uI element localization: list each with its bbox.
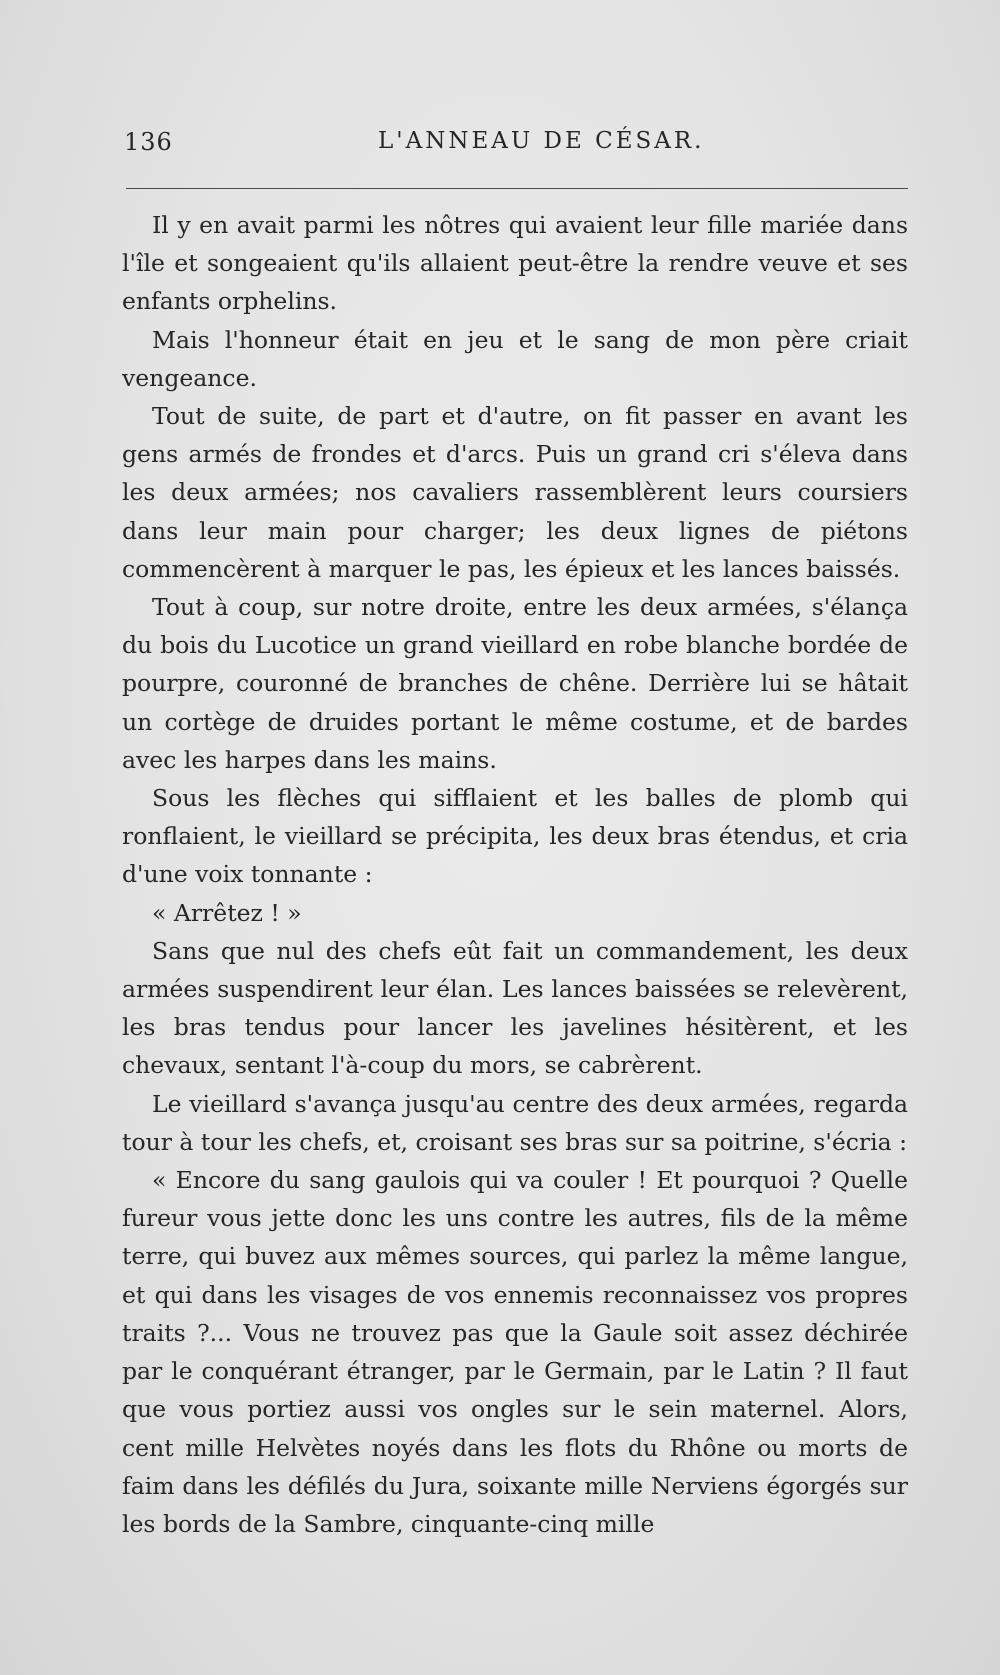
paragraph: « Encore du sang gaulois qui va couler ! Et pourquoi ? Quelle fureur vous jette donc les uns contre les autres, fils de la même terre, qui buvez aux mêmes sources, qui parlez la même langue, et qui dans les visages de vos ennemis reconnaissez vos propres traits ?... Vous ne trouvez pas que la Gaule soit assez déchirée par le conquérant étranger, par le Germain, par le Latin ? Il faut que vous portiez aussi vos ongles sur le sein maternel. Alors, cent mille Helvètes noyés dans les flots du Rhône ou morts de faim dans les défilés du Jura, soixante mille Nerviens égorgés sur les bords de la Sambre, cinquante-cinq mille — [122, 1166, 908, 1538]
paragraph: Tout de suite, de part et d'autre, on fit passer en avant les gens armés de frondes et d'arcs. Puis un grand cri s'éleva dans les deux armées; nos cavaliers rassemblèrent leurs coursiers dans leur main pour charger; les deux lignes de piétons commencèrent à marquer le pas, les épieux et les lances baissés. — [122, 402, 908, 583]
header-rule — [126, 188, 908, 189]
paragraph: « Arrêtez ! » — [152, 898, 302, 927]
paragraph: Sans que nul des chefs eût fait un commandement, les deux armées suspendirent leur élan. Les lances baissées se relevèrent, les bras tendus pour lancer les javelines hésitèrent, et les chevaux, sentant l'à-coup du mors, se cabrèrent. — [122, 936, 908, 1080]
paragraph: Il y en avait parmi les nôtres qui avaient leur fille mariée dans l'île et songeaient qu'ils allaient peut-être la rendre veuve et ses enfants orphelins. — [122, 211, 908, 316]
body-text — [122, 206, 908, 1543]
paragraph: Sous les flèches qui sifflaient et les balles de plomb qui ronflaient, le vieillard se précipita, les deux bras étendus, et cria d'une voix tonnante : — [122, 784, 908, 889]
page-number: 136 — [124, 128, 173, 156]
running-title: L'ANNEAU DE CÉSAR. — [378, 128, 705, 154]
paragraph: Tout à coup, sur notre droite, entre les deux armées, s'élança du bois du Lucotice un grand vieillard en robe blanche bordée de pourpre, couronné de branches de chêne. Derrière lui se hâtait un cortège de druides portant le même costume, et de bardes avec les harpes dans les mains. — [122, 593, 908, 774]
paragraph: Le vieillard s'avança jusqu'au centre des deux armées, regarda tour à tour les chefs, et, croisant ses bras sur sa poitrine, s'écria : — [122, 1089, 908, 1156]
page-header — [124, 128, 904, 168]
paragraph: Mais l'honneur était en jeu et le sang de mon père criait vengeance. — [122, 325, 908, 392]
